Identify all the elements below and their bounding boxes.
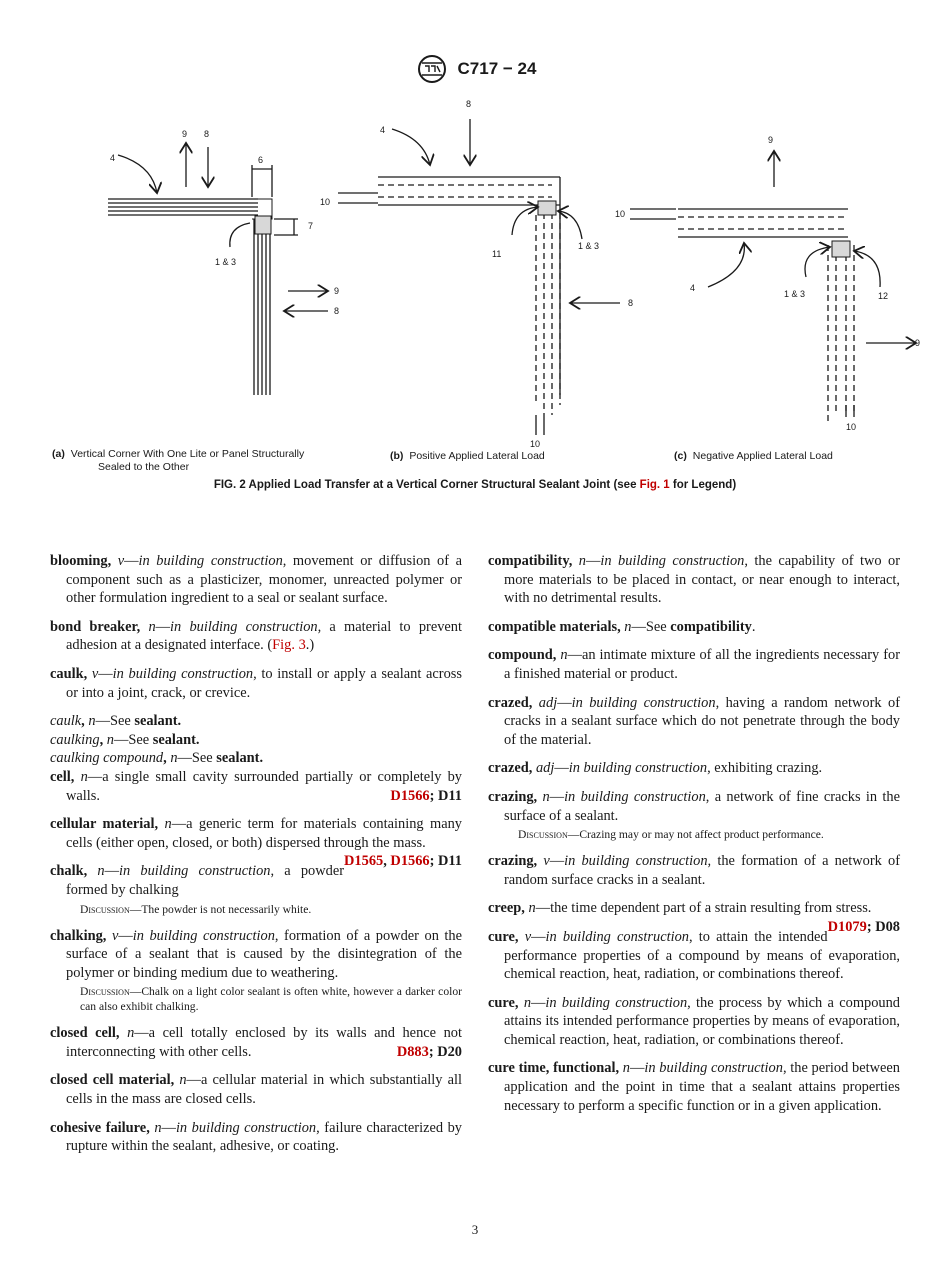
callout-9-a2: 9 [334, 286, 340, 296]
entry-cohesive-failure: cohesive failure, n—in building construction, failure characterized by rupture within the sealant, adhesive, or coating. [50, 1119, 462, 1155]
panel-a-drawing [108, 143, 331, 395]
entry-crazed-1: crazed, adj—in building construction, having a random network of cracks in a sealant surface which do not penetrate through the body of the material. [488, 694, 900, 748]
panel-c-caption: Negative Applied Lateral Load [692, 450, 833, 462]
callout-11-b: 11 [492, 249, 502, 259]
left-column [50, 552, 462, 1166]
callout-4-b: 4 [380, 125, 386, 135]
callout-6-a: 6 [258, 155, 264, 165]
svg-text:(b) Positive Applied Lat [390, 450, 545, 462]
entry-caulking: caulking, n—See sealant. [50, 731, 200, 748]
fig-3-link[interactable]: Fig. 3 [272, 637, 306, 654]
entry-crazing-n: crazing, n—in building construction, a network of fine cracks in the surface of a sealant. [488, 788, 900, 824]
astm-logo-icon [414, 54, 450, 84]
panel-a-caption-line1: Vertical Corner With One Lite or Panel Structurally [70, 448, 305, 460]
entry-cell: cell, n—a single small cavity surrounded partially or completely by walls. D1566; D11 [50, 768, 462, 804]
callout-9-c: 9 [768, 135, 774, 145]
callout-9-a: 9 [182, 129, 188, 139]
entry-crazing-v: crazing, v—in building construction, the formation of a network of random surface cracks in a sealant. [488, 853, 900, 888]
fig-1-link[interactable]: Fig. 1 [639, 479, 670, 491]
entry-closed-cell: closed cell, n—a cell totally enclosed by its walls and hence not interconnecting with other cells. D883; D20 [50, 1025, 462, 1060]
panel-a-caption-line2: Sealed to the Other [98, 461, 190, 473]
callout-8-b2: 8 [628, 298, 634, 308]
callout-10-c2: 10 [846, 422, 857, 432]
entry-cure-n: cure, n—in building construction, the process by which a compound attains its intended performance properties by means of evaporation, chemical reaction, heat, radiation, or combinations thereof. [488, 994, 900, 1048]
entry-closed-cell-material: closed cell material, n—a cellular material in which substantially all cells in the mass are closed cells. [50, 1072, 462, 1108]
callout-10-b2: 10 [530, 439, 541, 449]
callout-13-a: 1 & 3 [215, 257, 237, 267]
entry-compatibility: compatibility, n—in building construction, the capability of two or more materials to be placed in contact, or near enough to interact, with no detrimental results. [488, 553, 901, 607]
panel-b-caption: Positive Applied Lateral Load [409, 450, 545, 462]
entry-creep: creep, n—the time dependent part of a strain resulting from stress. D1079; D08 [488, 900, 900, 935]
page-number: 3 [471, 1222, 479, 1237]
callout-13-c: 1 & 3 [784, 289, 806, 299]
callout-7-a: 7 [308, 221, 314, 231]
discussion-chalk: Discussion—The powder is not necessarily white. [80, 902, 312, 916]
panel-c-label: (c) [674, 450, 687, 462]
entry-cure-v: cure, v—in building construction, to attain the intended performance properties of a compound by means of evaporation, chemical reaction, heat, radiation, or combinations thereof. [488, 928, 900, 983]
panel-b-label: (b) [390, 450, 404, 462]
ref-d1079[interactable]: D1079 [827, 918, 867, 935]
entry-cure-time-functional: cure time, functional, n—in building construction, the period between application and the point in time that a sealant attains properties necessary to perform a specific function or in a given application. [488, 1060, 900, 1114]
entry-crazed-2: crazed, adj—in building construction, exhibiting crazing. [488, 760, 823, 777]
figure-2-diagram [40, 95, 920, 515]
panel-a-label: (a) [52, 448, 65, 460]
callout-8-a2: 8 [334, 306, 340, 316]
callout-8-b: 8 [466, 99, 472, 109]
entry-caulk-n: caulk, n—See sealant. [50, 713, 182, 730]
discussion-chalking: Discussion—Chalk on a light color sealant is often white, however a darker color can also exhibit chalking. [80, 985, 462, 1014]
callout-4-c: 4 [690, 283, 696, 293]
entry-bond-breaker: bond breaker, n—in building construction, a material to prevent adhesion at a designated interface. (Fig. 3.) [50, 618, 462, 654]
callout-9-c2: 9 [914, 338, 920, 348]
callout-12-c: 12 [878, 291, 889, 301]
callout-10-c: 10 [615, 209, 626, 219]
callout-8-a: 8 [204, 129, 210, 139]
ref-d1566[interactable]: D1566 [390, 787, 430, 804]
entry-chalk: chalk, n—in building construction, a powder formed by chalking [50, 863, 345, 898]
ref-d1565[interactable]: D1565 [344, 853, 384, 870]
entry-blooming: blooming, v—in building construction, movement or diffusion of a component such as a plasticizer, monomer, unreacted polymer or other formulation ingredient to a seal or sealant surface. [50, 553, 462, 607]
panel-c-drawing [630, 151, 916, 425]
svg-text:(c) Negative Applied Lat [674, 450, 833, 462]
ref-d883[interactable]: D883 [396, 1043, 429, 1060]
entry-cellular-material: cellular material, n—a generic term for materials containing many cells (either open, closed, or both) dispersed through the mass. D1565, D1566; D11 [50, 816, 462, 870]
page-header [0, 54, 950, 84]
right-column [488, 552, 900, 1125]
entry-compatible-materials: compatible materials, n—See compatibility. [488, 618, 756, 635]
callout-13-b: 1 & 3 [578, 241, 600, 251]
ref-d1566[interactable]: D1566 [390, 853, 430, 870]
callout-10-b: 10 [320, 197, 331, 207]
entry-compound: compound, n—an intimate mixture of all the ingredients necessary for a finished material or product. [488, 647, 900, 682]
figure-caption: FIG. 2 Applied Load Transfer at a Vertical Corner Structural Sealant Joint (see Fig. 1 for Legend) [213, 479, 737, 491]
entry-chalking: chalking, v—in building construction, formation of a powder on the surface of a sealant that is caused by the disintegration of the polymer or binding medium due to weathering. [50, 927, 463, 981]
svg-text:(a) Vertical Corner With [52, 448, 305, 460]
discussion-crazing: Discussion—Crazing may or may not affect product performance. [518, 828, 824, 842]
callout-4-a: 4 [110, 153, 116, 163]
panel-b-drawing [338, 119, 620, 435]
entry-caulking-compound: caulking compound, n—See sealant. [50, 750, 264, 767]
standard-designation: C717 − 24 [457, 59, 537, 78]
entry-caulk-v: caulk, v—in building construction, to install or apply a sealant across or into a joint, crack, or crevice. [50, 665, 462, 701]
